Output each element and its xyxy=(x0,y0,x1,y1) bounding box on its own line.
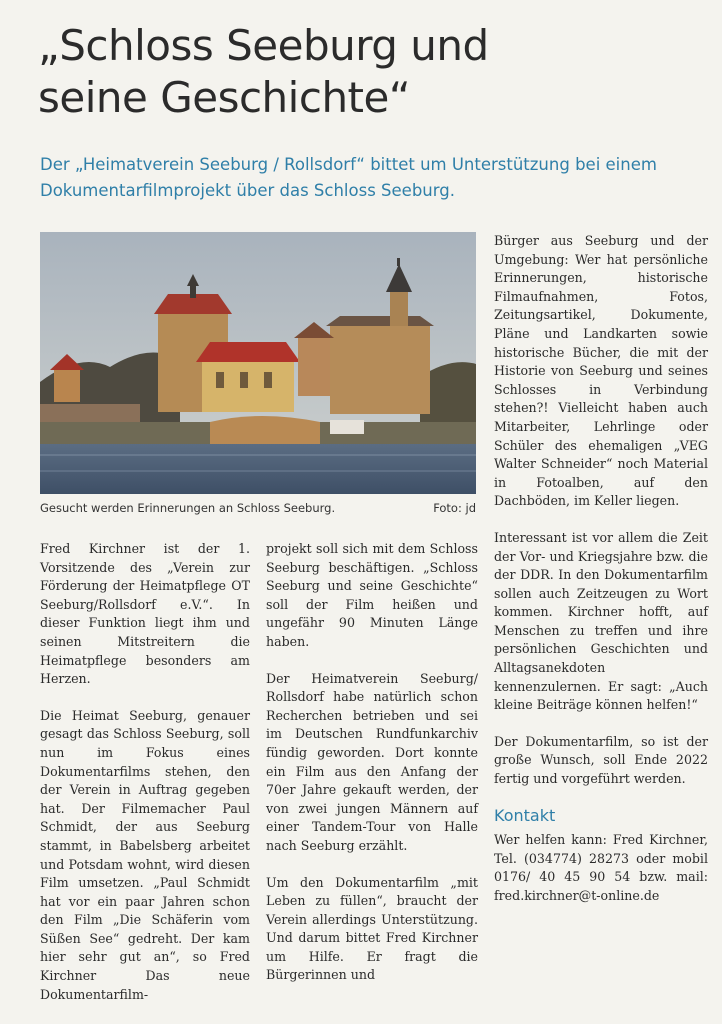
article-headline xyxy=(38,20,698,124)
paragraph: Der Heimatverein Seeburg/ Rollsdorf habe natürlich schon Recherchen betrieben und sei im Deutschen Rundfunkarchiv fündig geworden. Dort konnte ein Film aus den Anfang der 70er Jahre gekauft werden, der von zwei jungen Männern auf einer Tandem-Tour von Halle nach Seeburg erzählt. xyxy=(266,670,478,853)
headline-line-1: „Schloss Seeburg und xyxy=(38,21,489,70)
article-subheadline xyxy=(40,152,680,204)
paragraph: Fred Kirchner ist der 1. Vorsitzende des „Verein zur Förderung der Heimatpflege OT Seeburg/Rollsdorf e.V.“. In dieser Funktion liegt ihm und seinen Mitstreitern die Heimatpflege besonders am Herzen. xyxy=(40,541,250,687)
photo-caption xyxy=(40,501,476,515)
paragraph: Bürger aus Seeburg und der Umgebung: Wer hat persönliche Erinnerungen, historische Filmaufnahmen, Fotos, Zeitungsartikel, Dokumente, Pläne und Landkarten sowie historische Bücher, die mit der Historie von Seeburg und seines Schlosses in Verbindung stehen?! Vielleicht haben auch Mitarbeiter, Lehrlinge oder Schüler des ehemaligen „VEG Walter Schneider“ noch Material in Fotoalben, auf den Dachböden, im Keller liegen. xyxy=(494,233,708,509)
caption-text: Gesucht werden Erinnerungen an Schloss Seeburg. xyxy=(40,501,336,515)
paragraph: Um den Dokumentarfilm „mit Leben zu füllen“, braucht der Verein allerdings Unterstützung. Und darum bittet Fred Kirchner um Hilfe. Er fragt die Bürgerinnen und xyxy=(266,874,478,983)
paragraph: projekt soll sich mit dem Schloss Seeburg beschäftigen. „Schloss Seeburg und seine Geschichte“ soll der Film heißen und ungefähr 90 Minuten Länge haben. xyxy=(266,541,478,649)
contact-heading: Kontakt xyxy=(494,805,556,825)
article-column-3 xyxy=(494,232,708,924)
paragraph: Die Heimat Seeburg, genauer gesagt das Schloss Seeburg, soll nun im Fokus eines Dokumentarfilms stehen, den der Verein in Auftrag gegeben hat. Der Filmemacher Paul Schmidt, der aus Seeburg stammt, in Babelsberg arbeitet und Potsdam wohnt, wird diesen Film umsetzen. „Paul Schmidt hat vor ein paar Jahren schon den Film „Die Schäferin vom Süßen See“ gedreht. Der kam hier sehr gut an“, so Fred Kirchner Das neue Dokumentarfilm- xyxy=(40,707,250,1002)
photo-credit: Foto: jd xyxy=(433,501,476,515)
article-column-2 xyxy=(266,540,478,1003)
subhead-line-2: Dokumentarfilmprojekt über das Schloss Seeburg. xyxy=(40,181,455,200)
paragraph: Interessant ist vor allem die Zeit der Vor- und Kriegsjahre bzw. die der DDR. In den Dokumentarfilm sollen auch Zeitzeugen zu Wort kommen. Kirchner hofft, auf Menschen zu treffen und ihre persönlichen Geschichten und Alltagsanekdoten kennenzulernen. Er sagt: „Auch kleine Beiträge können helfen!“ xyxy=(494,529,708,713)
paragraph: Der Dokumentarfilm, so ist der große Wunsch, soll Ende 2022 fertig und vorgeführt werden. xyxy=(494,733,708,787)
castle-photo xyxy=(40,232,476,494)
contact-text: Wer helfen kann: Fred Kirchner, Tel. (034774) 28273 oder mobil 0176/ 40 45 90 54 bzw. mail: fred.kirchner@t-online.de xyxy=(494,832,708,903)
article-column-1 xyxy=(40,540,250,1022)
subhead-line-1: Der „Heimatverein Seeburg / Rollsdorf“ bittet um Unterstützung bei einem xyxy=(40,155,657,174)
headline-line-2: seine Geschichte“ xyxy=(38,73,411,122)
